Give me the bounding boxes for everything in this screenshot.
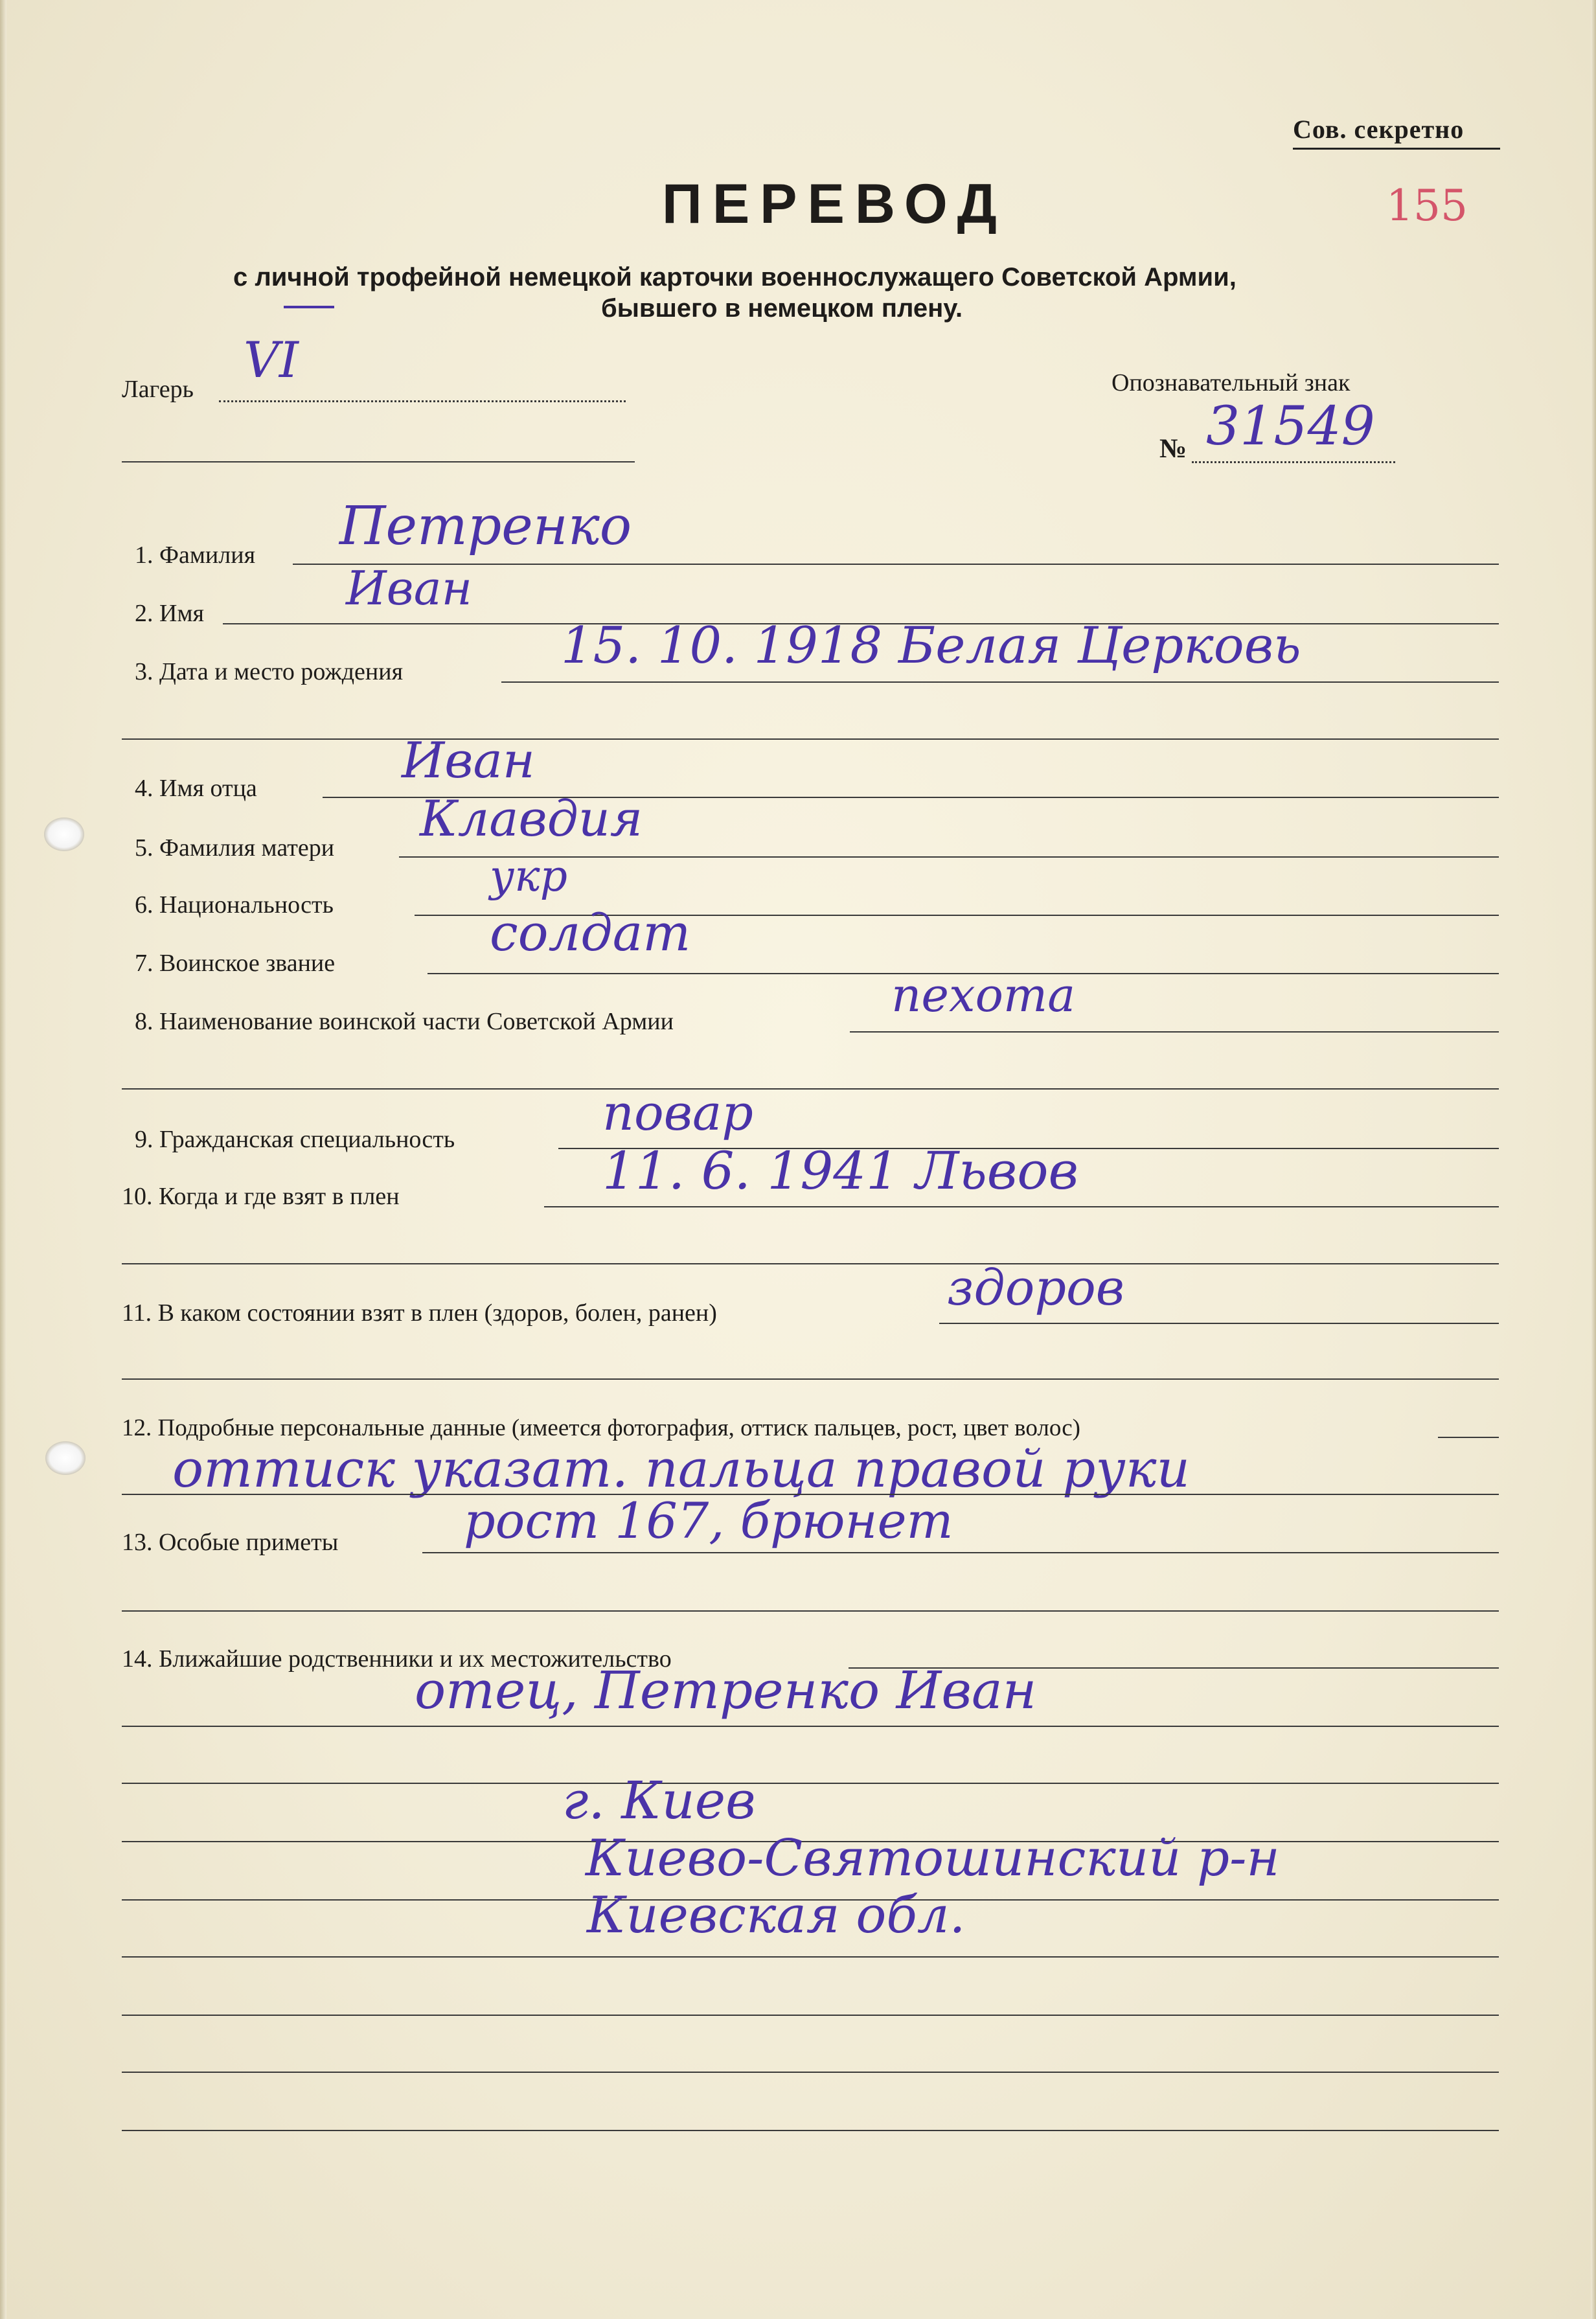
field-11-label: 11. В каком состоянии взят в плен (здоров, болен, ранен): [122, 1299, 717, 1327]
field-10-label: 10. Когда и где взят в плен: [122, 1183, 400, 1210]
id-tag-value: 31549: [1206, 396, 1375, 457]
page-title: ПЕРЕВОД: [662, 173, 1007, 235]
field-6-label: 6. Национальность: [135, 891, 334, 919]
field-13-value: рост 167, брюнет: [464, 1492, 953, 1549]
subtitle-line-1: с личной трофейной немецкой карточки военнослужащего Советской Армии,: [233, 263, 1237, 291]
field-4-label: 4. Имя отца: [135, 775, 257, 802]
field-12-value: оттиск указат. пальца правой руки: [172, 1439, 1191, 1499]
field-1-value: Петренко: [339, 496, 632, 557]
red-handwritten-mark: 155: [1386, 181, 1468, 231]
field-9-label: 9. Гражданская специальность: [135, 1126, 455, 1153]
field-9-value: повар: [602, 1084, 753, 1141]
field-14-value-line-1: отец, Петренко Иван: [415, 1660, 1037, 1720]
field-11-value: здоров: [947, 1259, 1125, 1316]
camp-value: VI: [244, 331, 299, 389]
camp-extra-line: [122, 461, 635, 463]
field-8-line: [850, 1031, 1499, 1033]
field-10-line: [544, 1206, 1499, 1207]
classification-underline: [1293, 148, 1500, 150]
field-3-label: 3. Дата и место рождения: [135, 658, 404, 685]
field-14-value-line-4: Киевская обл.: [587, 1886, 966, 1945]
field-2-label: 2. Имя: [135, 600, 204, 627]
page-edge-right: [1591, 0, 1596, 2319]
field-13-extra-line: [122, 1610, 1499, 1612]
field-14-value-line-3: Киево-Святошинский р-н: [586, 1829, 1280, 1888]
subtitle-line-2: бывшего в немецком плену.: [601, 294, 963, 323]
id-tag-label: Опознавательный знак: [1112, 369, 1351, 396]
handwritten-stroke: [284, 306, 334, 308]
field-7-label: 7. Воинское звание: [135, 950, 336, 977]
camp-dotted-line: [219, 400, 626, 402]
field-13-label: 13. Особые приметы: [122, 1529, 339, 1556]
camp-label: Лагерь: [122, 376, 194, 403]
field-14-rule-8: [122, 2130, 1499, 2131]
field-10-extra-line: [122, 1263, 1499, 1264]
field-14-rule-6: [122, 2015, 1499, 2016]
punch-hole-top: [44, 817, 84, 851]
id-tag-dotted-line: [1192, 461, 1395, 463]
field-14-value-line-2: г. Киев: [562, 1770, 756, 1831]
field-2-value: Иван: [346, 561, 473, 615]
field-12-tail-line: [1438, 1437, 1499, 1438]
field-14-rule-2: [122, 1783, 1499, 1784]
page-edge-left: [0, 0, 6, 2319]
classification-stamp: Сов. секретно: [1293, 115, 1465, 144]
field-14-label: 14. Ближайшие родственники и их местожительство: [122, 1645, 672, 1673]
field-14-rule-7: [122, 2072, 1499, 2073]
field-6-value: укр: [490, 851, 567, 901]
field-8-extra-line: [122, 1088, 1499, 1090]
field-7-value: солдат: [490, 904, 691, 963]
field-1-label: 1. Фамилия: [135, 542, 256, 569]
field-5-label: 5. Фамилия матери: [135, 834, 335, 862]
field-12-label: 12. Подробные персональные данные (имеется фотография, оттиск пальцев, рост, цвет волос): [122, 1415, 1080, 1441]
field-14-rule-1: [122, 1726, 1499, 1727]
field-10-value: 11. 6. 1941 Львов: [602, 1141, 1079, 1201]
field-11-extra-line: [122, 1378, 1499, 1380]
field-13-line: [422, 1552, 1499, 1553]
field-5-value: Клавдия: [420, 790, 643, 847]
field-1-line: [293, 564, 1499, 565]
field-4-value: Иван: [402, 731, 535, 789]
field-8-value: пехота: [891, 968, 1076, 1022]
field-3-line: [501, 681, 1499, 683]
field-11-line: [939, 1323, 1499, 1324]
punch-hole-bottom: [45, 1441, 86, 1475]
field-8-label: 8. Наименование воинской части Советской Армии: [135, 1008, 674, 1035]
field-14-rule-5: [122, 1956, 1499, 1958]
field-3-extra-line: [122, 738, 1499, 740]
field-3-value: 15. 10. 1918 Белая Церковь: [561, 617, 1301, 675]
id-tag-number-sign: №: [1159, 434, 1187, 464]
